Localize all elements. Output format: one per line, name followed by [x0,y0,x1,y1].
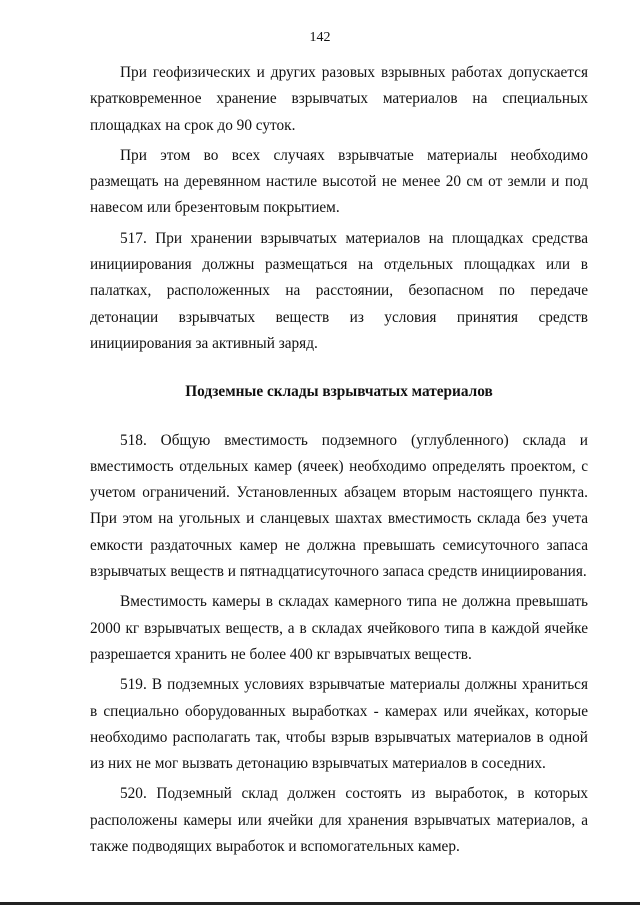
section-heading: Подземные склады взрывчатых материалов [185,383,493,401]
paragraph-519: 519. В подземных условиях взрывчатые материалы должны храниться в специально оборудованных выработках - камерах или ячейках, которые необходимо располагать так, чтобы взрыв взрывчатых материалов в одной из них не мог вызвать детонацию взрывчатых материалов в соседних. [90,676,588,773]
paragraph-chamber-capacity: Вместимость камеры в складах камерного типа не должна превышать 2000 кг взрывчатых веществ, а в складах ячейкового типа в каждой ячейке разрешается хранить не более 400 кг взрывчатых веществ. [90,593,588,663]
paragraph-520: 520. Подземный склад должен состоять из выработок, в которых расположены камеры или ячейки для хранения взрывчатых материалов, а также подводящих выработок и вспомогательных камер. [90,785,588,856]
document-body [90,60,588,864]
paragraph-geophysical-storage: При геофизических и других разовых взрывных работах допускается кратковременное хранение взрывчатых материалов на специальных площадках на срок до 90 суток. [90,64,588,134]
paragraph-517: 517. При хранении взрывчатых материалов на площадках средства инициирования должны размещаться на отдельных площадках или в палатках, расположенных на расстоянии, безопасном по передаче детонации взрывчатых веществ из условия принятия средств инициирования за активный заряд. [90,229,588,352]
paragraph-518: 518. Общую вместимость подземного (углубленного) склада и вместимость отдельных камер (ячеек) необходимо определять проектом, с учетом ограничений. Установленных абзацем вторым настоящего пункта. При этом на угольных и сланцевых шахтах вместимость склада без учета емкости раздаточных камер не должна превышать семисуточного запаса взрывчатых веществ и пятнадцатисуточного запаса средств инициирования. [90,431,588,581]
page-number: 142 [309,30,331,45]
paragraph-wooden-platform: При этом во всех случаях взрывчатые материалы необходимо размещать на деревянном настиле высотой не менее 20 см от земли и под навесом или брезентовым покрытием. [90,146,588,217]
